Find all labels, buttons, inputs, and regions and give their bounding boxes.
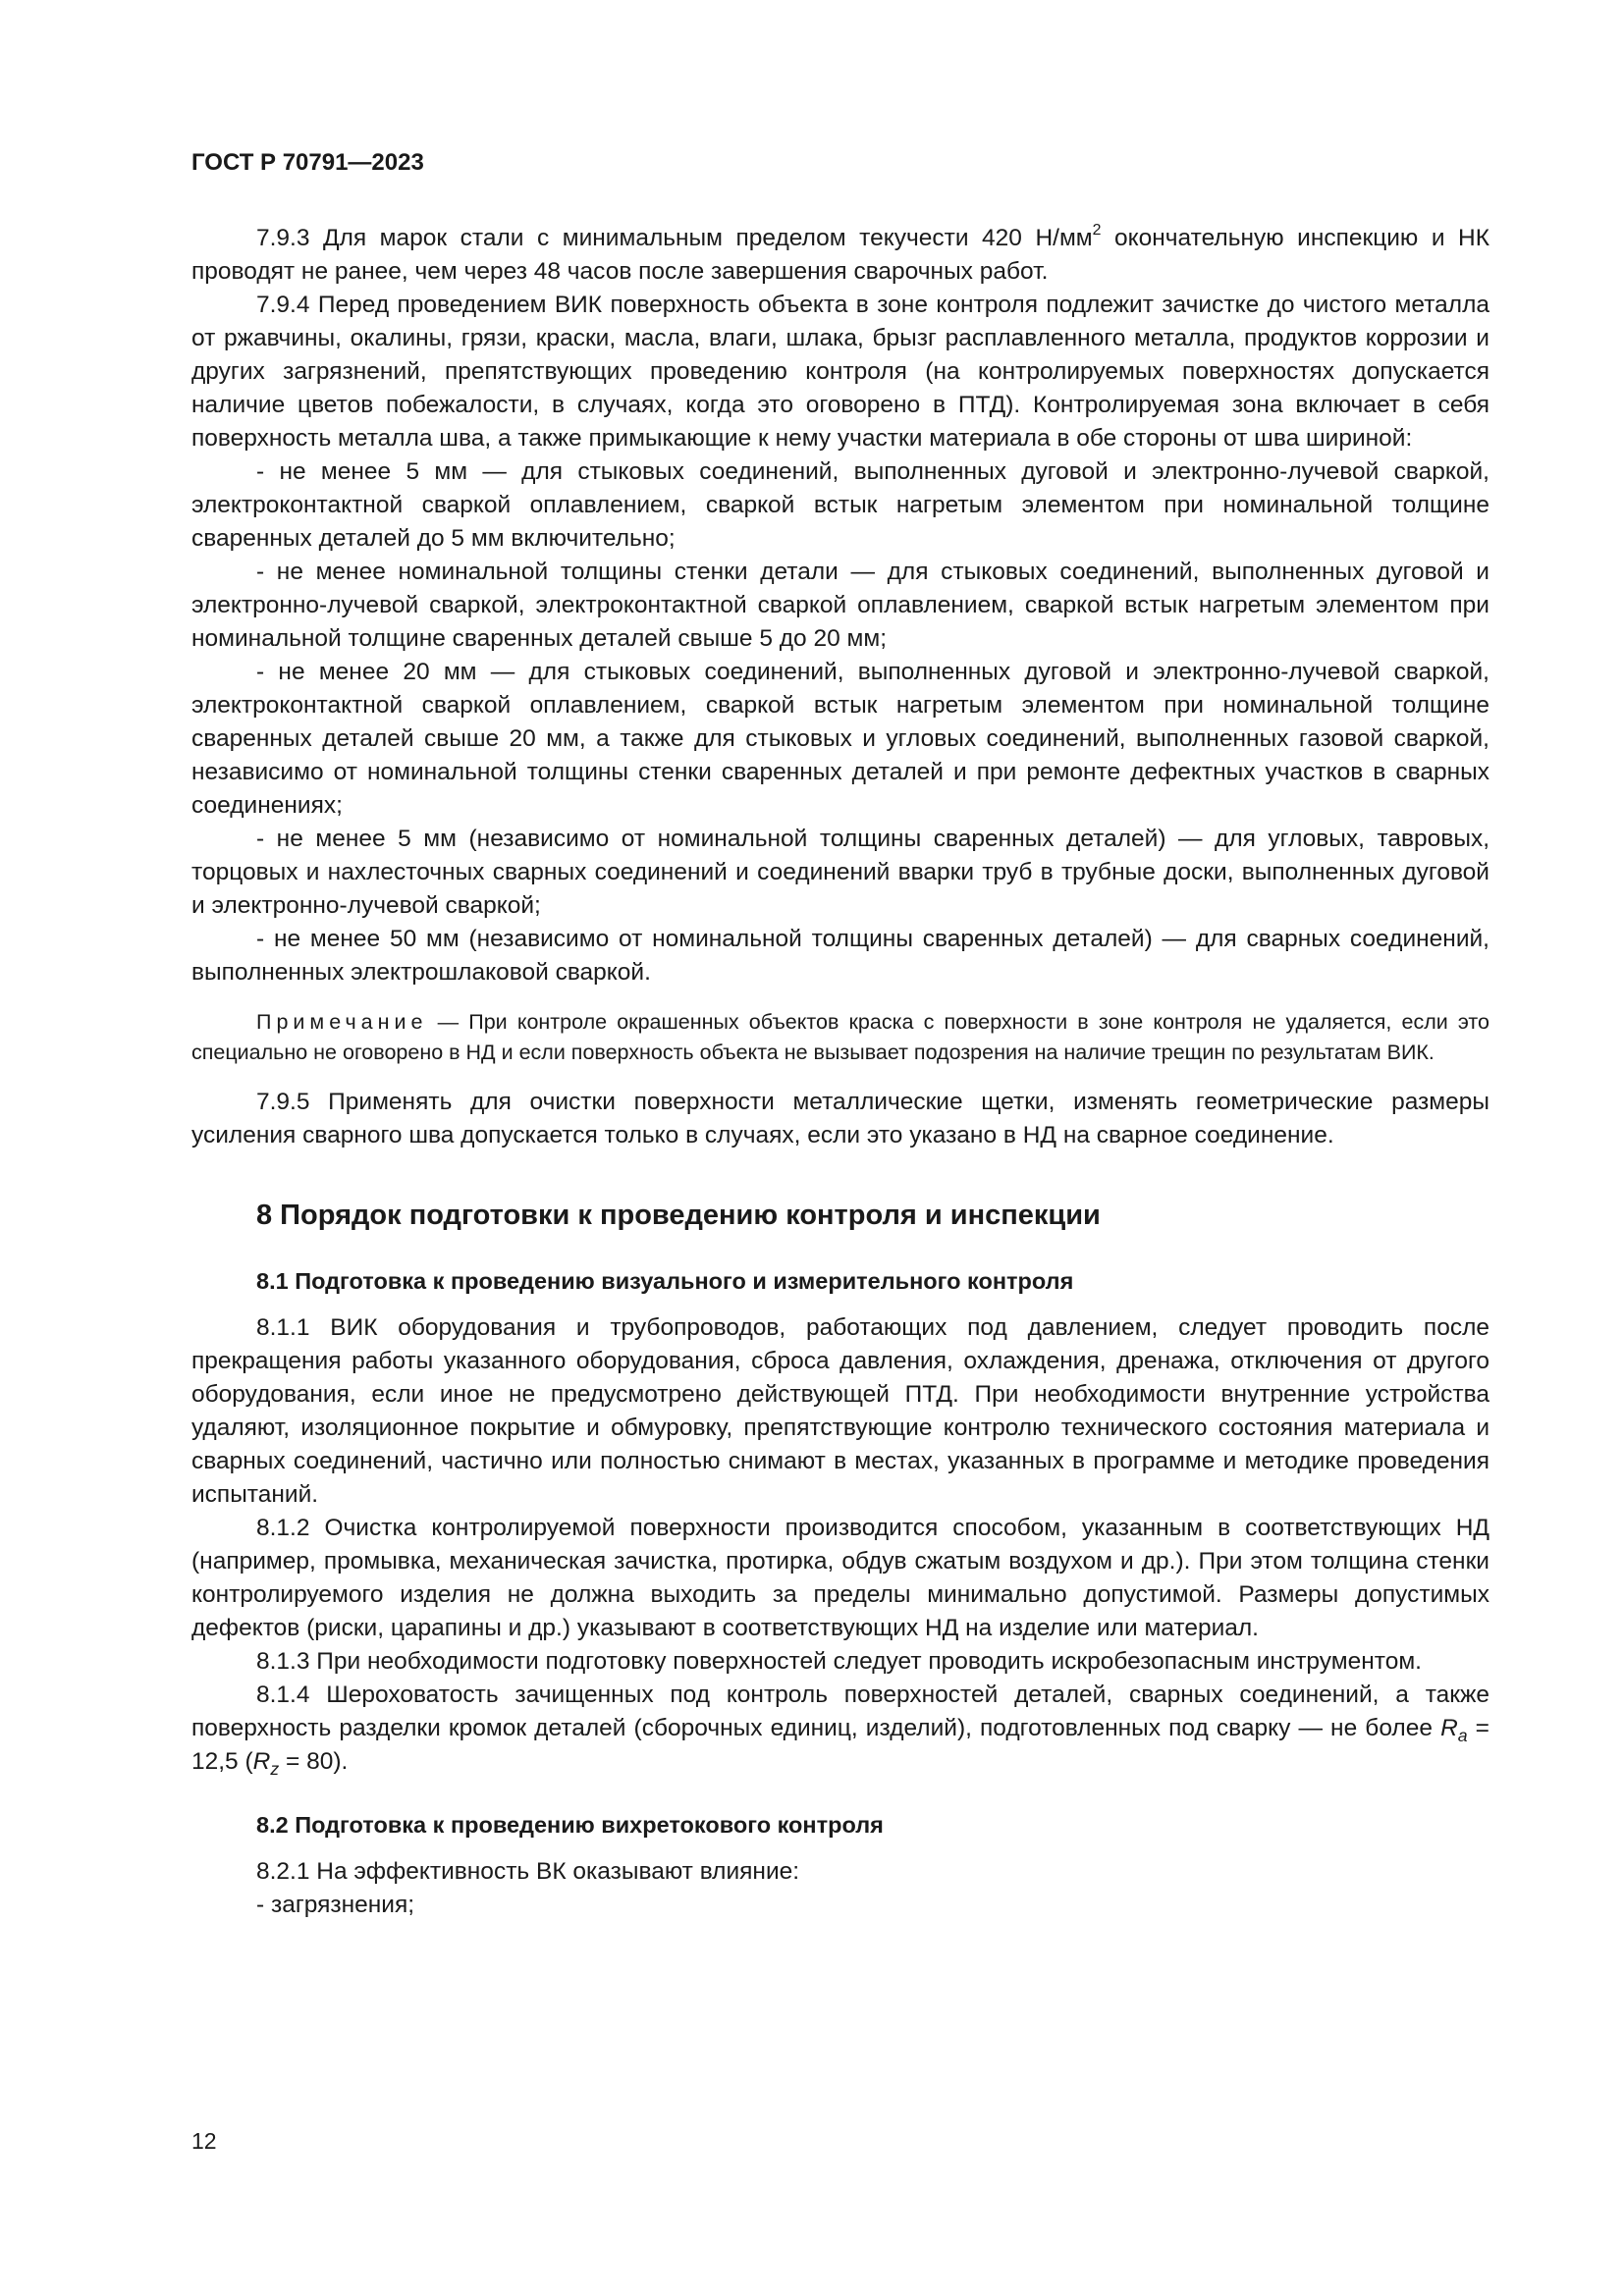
paragraph-8-1-3: 8.1.3 При необходимости подготовку поверхностей следует проводить искробезопасным инструментом.	[256, 1648, 1422, 1675]
paragraph-text: 8.1.4 Шероховатость зачищенных под контроль поверхностей деталей, сварных соединений, а также поверхность разделки кромок деталей (сборочных единиц, изделий), подготовленных под сварку — не более	[191, 1682, 1489, 1741]
paragraph-8-1-4	[191, 1679, 1489, 1779]
section-heading: 8 Порядок подготовки к проведению контроля и инспекции	[256, 1200, 1101, 1231]
list-item: - не менее 50 мм (независимо от номинальной толщины сваренных деталей) — для сварных соединений, выполненных электрошлаковой сваркой.	[191, 926, 1489, 986]
paragraph-text: окончательную инспекцию и НК проводят не ранее, чем через 48 часов после завершения сварочных работ.	[191, 225, 1489, 285]
document-header: ГОСТ Р 70791—2023	[191, 149, 424, 176]
note	[191, 1007, 1489, 1068]
note-label: Примечание	[256, 1010, 428, 1034]
superscript: 2	[1092, 221, 1102, 239]
paragraph-8-1-2: 8.1.2 Очистка контролируемой поверхности производится способом, указанным в соответствующих НД (например, промывка, механическая зачистка, протирка, обдув сжатым воздухом и др.). При этом толщина стенки контролируемого изделия не должна выходить за пределы минимально допустимой. Размеры допустимых дефектов (риски, царапины и др.) указывают в соответствующих НД на изделие или материал.	[191, 1515, 1489, 1641]
paragraph-7-9-3	[191, 222, 1489, 289]
symbol-r: R	[1440, 1715, 1458, 1741]
paragraph-7-9-4: 7.9.4 Перед проведением ВИК поверхность объекта в зоне контроля подлежит зачистке до чистого металла от ржавчины, окалины, грязи, краски, масла, влаги, шлака, брызг расплавленного металла, продуктов коррозии и других загрязнений, препятствующих проведению контроля (на контролируемых поверхностях допускается наличие цветов побежалости, в случаях, когда это оговорено в ПТД). Контролируемая зона включает в себя поверхность металла шва, а также примыкающие к нему участки материала в обе стороны от шва шириной:	[191, 292, 1489, 452]
subscript: a	[1457, 1726, 1468, 1746]
subscript: z	[270, 1759, 280, 1780]
list-item: - не менее номинальной толщины стенки детали — для стыковых соединений, выполненных дуговой и электронно-лучевой сваркой, электроконтактной сваркой оплавлением, сваркой встык нагретым элементом при номинальной толщине сваренных деталей свыше 5 до 20 мм;	[191, 559, 1489, 652]
list-item: - не менее 20 мм — для стыковых соединений, выполненных дуговой и электронно-лучевой сваркой, электроконтактной сваркой оплавлением, сваркой встык нагретым элементом при номинальной толщине сваренных деталей свыше 20 мм, а также для стыковых и угловых соединений, выполненных газовой сваркой, независимо от номинальной толщины стенки сваренных деталей и при ремонте дефектных участков в сварных соединениях;	[191, 659, 1489, 819]
list-item: - загрязнения;	[256, 1892, 415, 1918]
page-number: 12	[191, 2128, 217, 2154]
note-dash: —	[427, 1010, 469, 1034]
list-item: - не менее 5 мм — для стыковых соединений, выполненных дуговой и электронно-лучевой сваркой, электроконтактной сваркой оплавлением, сваркой встык нагретым элементом при номинальной толщине сваренных деталей до 5 мм включительно;	[191, 458, 1489, 552]
document-body	[191, 222, 1489, 1922]
paragraph-8-2-1: 8.2.1 На эффективность ВК оказывают влияние:	[256, 1858, 800, 1885]
list-item: - не менее 5 мм (независимо от номинальной толщины сваренных деталей) — для угловых, тавровых, торцовых и нахлесточных сварных соединений и соединений вварки труб в трубные доски, выполненных дуговой и электронно-лучевой сваркой;	[191, 826, 1489, 919]
paragraph-7-9-5: 7.9.5 Применять для очистки поверхности металлические щетки, изменять геометрические размеры усиления сварного шва допускается только в случаях, если это указано в НД на сварное соединение.	[191, 1089, 1489, 1148]
paragraph-text: = 80).	[279, 1748, 349, 1775]
paragraph-8-1-1: 8.1.1 ВИК оборудования и трубопроводов, работающих под давлением, следует проводить после прекращения работы указанного оборудования, сброса давления, охлаждения, дренажа, отключения от другого оборудования, если иное не предусмотрено действующей ПТД. При необходимости внутренние устройства удаляют, изоляционное покрытие и обмуровку, препятствующие контролю технического состояния материала и сварных соединений, частично или полностью снимают в местах, указанных в программе и методике проведения испытаний.	[191, 1314, 1489, 1508]
symbol-r: R	[252, 1748, 271, 1775]
subsection-heading: 8.1 Подготовка к проведению визуального и измерительного контроля	[256, 1268, 1074, 1294]
paragraph-text: 7.9.3 Для марок стали с минимальным пределом текучести 420 Н/мм	[256, 225, 1093, 251]
subsection-heading: 8.2 Подготовка к проведению вихретокового контроля	[256, 1812, 884, 1838]
paragraph-text: = 12,5 (	[191, 1715, 1489, 1775]
note-text: При контроле окрашенных объектов краска с поверхности в зоне контроля не удаляется, если это специально не оговорено в НД и если поверхность объекта не вызывает подозрения на наличие трещин по результатам ВИК.	[191, 1010, 1489, 1064]
